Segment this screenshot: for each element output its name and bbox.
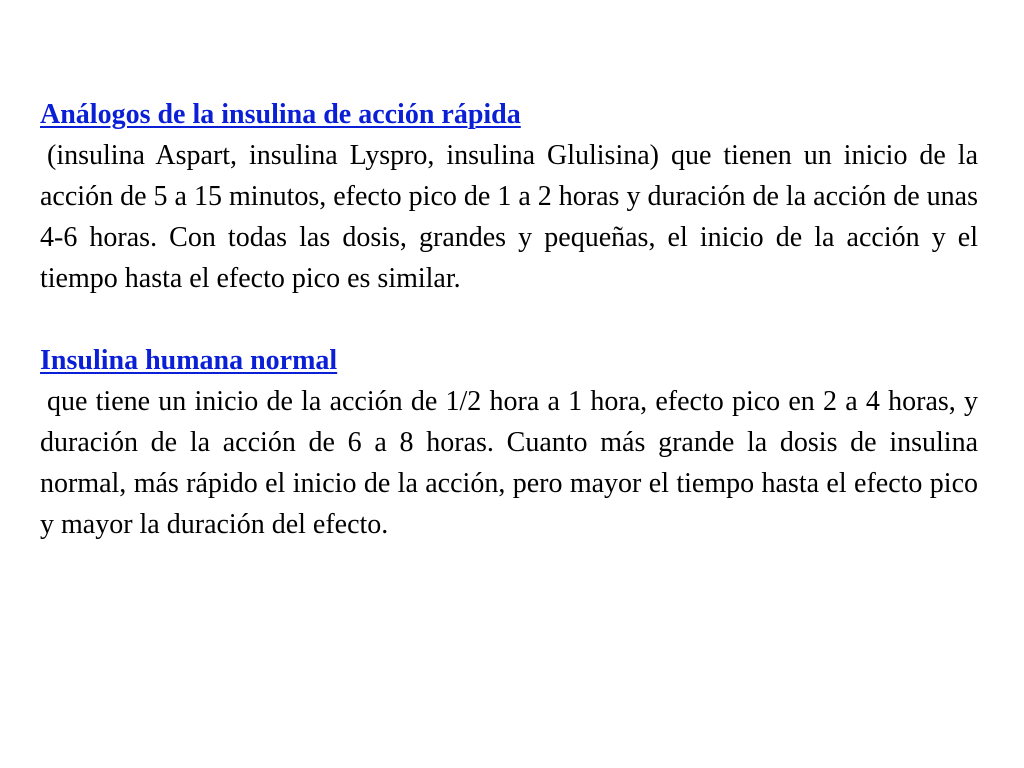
section-heading: Análogos de la insulina de acción rápida <box>40 99 521 130</box>
section-body: que tiene un inicio de la acción de 1/2 hora a 1 hora, efecto pico en 2 a 4 horas, y duración de la acción de 6 a 8 horas. Cuanto más grande la dosis de insulina normal, más rápido el inicio de la acción, pero mayor el tiempo hasta el efecto pico y mayor la duración del efecto. <box>40 386 978 540</box>
section-heading: Insulina humana normal <box>40 345 338 376</box>
section-rapid-analogs <box>40 94 978 299</box>
slide-content <box>40 94 978 545</box>
section-spacer <box>40 299 978 340</box>
section-body: (insulina Aspart, insulina Lyspro, insulina Glulisina) que tienen un inicio de la acción de 5 a 15 minutos, efecto pico de 1 a 2 horas y duración de la acción de unas 4-6 horas. Con todas las dosis, grandes y pequeñas, el inicio de la acción y el tiempo hasta el efecto pico es similar. <box>40 140 978 294</box>
section-regular-insulin <box>40 340 978 545</box>
